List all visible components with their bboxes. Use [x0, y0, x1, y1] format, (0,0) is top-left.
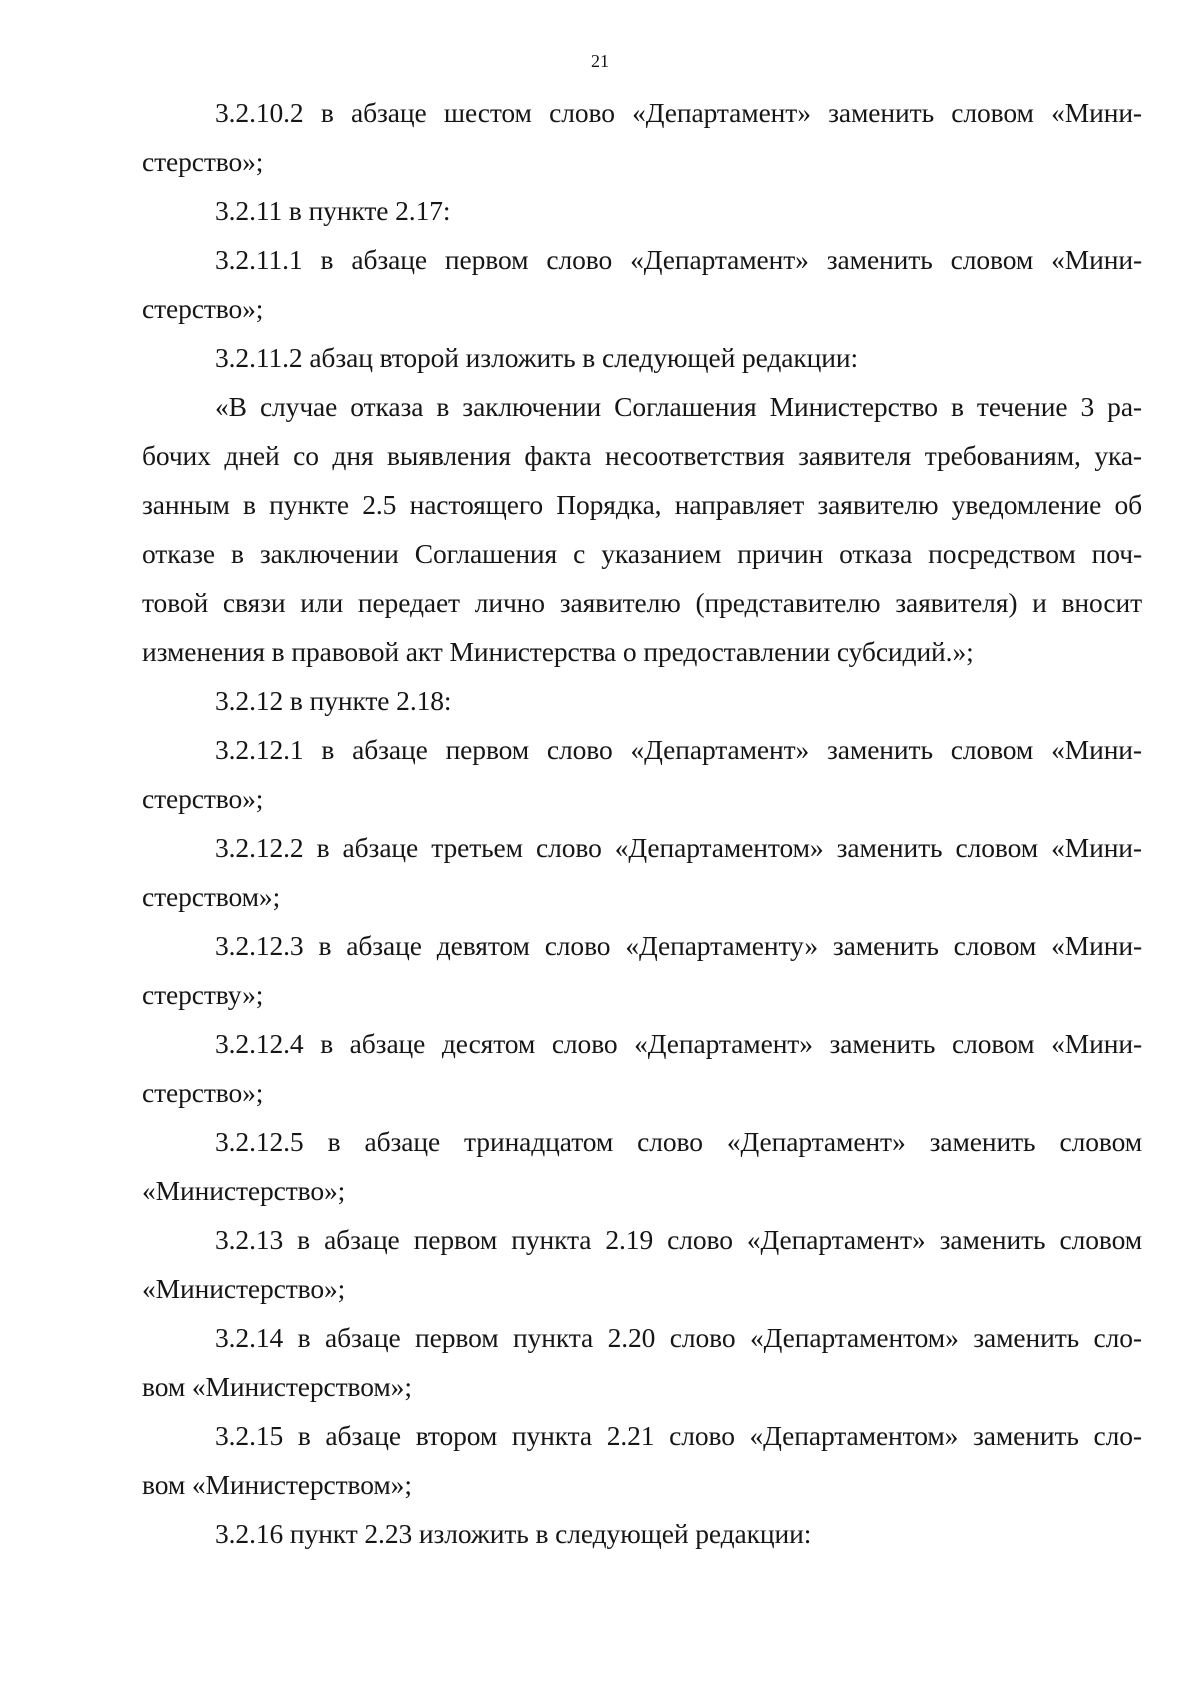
text-line: 3.2.12.1 в абзаце первом слово «Департамент» заменить словом «Мини-	[215, 734, 1142, 765]
text-line: 3.2.12.2 в абзаце третьем слово «Департаментом» заменить словом «Мини-	[215, 832, 1142, 863]
text-line: 3.2.11.1 в абзаце первом слово «Департамент» заменить словом «Мини-	[215, 244, 1142, 275]
text-line: 3.2.14 в абзаце первом пункта 2.20 слово «Департаментом» заменить сло-	[215, 1322, 1142, 1353]
text-line: стерство»;	[142, 1077, 264, 1108]
text-line: вом «Министерством»;	[142, 1371, 412, 1402]
text-line: занным в пункте 2.5 настоящего Порядка, направляет заявителю уведомление об	[142, 489, 1142, 520]
paragraph-3-2-13	[142, 1215, 1142, 1313]
text-line: изменения в правовой акт Министерства о предоставлении субсидий.»;	[142, 636, 974, 667]
paragraph-3-2-11-2	[142, 333, 1142, 382]
paragraph-3-2-14	[142, 1313, 1142, 1411]
text-line: 3.2.12 в пункте 2.18:	[215, 685, 452, 716]
text-line: товой связи или передает лично заявителю (представителю заявителя) и вносит	[142, 587, 1142, 618]
text-line: 3.2.10.2 в абзаце шестом слово «Департамент» заменить словом «Мини-	[215, 97, 1142, 128]
text-line: стерству»;	[142, 979, 264, 1010]
text-line: 3.2.12.3 в абзаце девятом слово «Департаменту» заменить словом «Мини-	[215, 930, 1142, 961]
paragraph-3-2-12-2	[142, 823, 1142, 921]
text-line: стерство»;	[142, 293, 264, 324]
text-line: отказе в заключении Соглашения с указанием причин отказа посредством поч-	[142, 538, 1142, 569]
paragraph-3-2-15	[142, 1411, 1142, 1509]
paragraph-3-2-11-1	[142, 235, 1142, 333]
text-line: 3.2.15 в абзаце втором пункта 2.21 слово «Департаментом» заменить сло-	[215, 1420, 1142, 1451]
page-number: 21	[591, 51, 609, 71]
text-line: 3.2.12.5 в абзаце тринадцатом слово «Департамент» заменить словом	[215, 1126, 1142, 1157]
paragraph-3-2-12	[142, 676, 1142, 725]
text-line: стерство»;	[142, 783, 264, 814]
text-line: стерством»;	[142, 881, 281, 912]
paragraph-3-2-10-2	[142, 88, 1142, 186]
text-line: «В случае отказа в заключении Соглашения Министерство в течение 3 ра-	[215, 391, 1142, 422]
paragraph-3-2-16	[142, 1509, 1142, 1558]
paragraph-3-2-12-4	[142, 1019, 1142, 1117]
text-line: бочих дней со дня выявления факта несоответствия заявителя требованиям, ука-	[142, 440, 1142, 471]
text-line: вом «Министерством»;	[142, 1469, 412, 1500]
text-line: 3.2.13 в абзаце первом пункта 2.19 слово «Департамент» заменить словом	[215, 1224, 1142, 1255]
paragraph-3-2-11	[142, 186, 1142, 235]
paragraph-quoted-text	[142, 382, 1142, 676]
text-line: 3.2.16 пункт 2.23 изложить в следующей редакции:	[215, 1518, 812, 1549]
text-line: 3.2.11 в пункте 2.17:	[215, 195, 451, 226]
text-line: «Министерство»;	[142, 1175, 346, 1206]
paragraph-3-2-12-1	[142, 725, 1142, 823]
text-line: «Министерство»;	[142, 1273, 346, 1304]
text-line: 3.2.11.2 абзац второй изложить в следующей редакции:	[215, 342, 859, 373]
paragraph-3-2-12-5	[142, 1117, 1142, 1215]
paragraph-3-2-12-3	[142, 921, 1142, 1019]
text-line: стерство»;	[142, 146, 264, 177]
document-body	[142, 88, 1142, 1558]
text-line: 3.2.12.4 в абзаце десятом слово «Департамент» заменить словом «Мини-	[215, 1028, 1142, 1059]
